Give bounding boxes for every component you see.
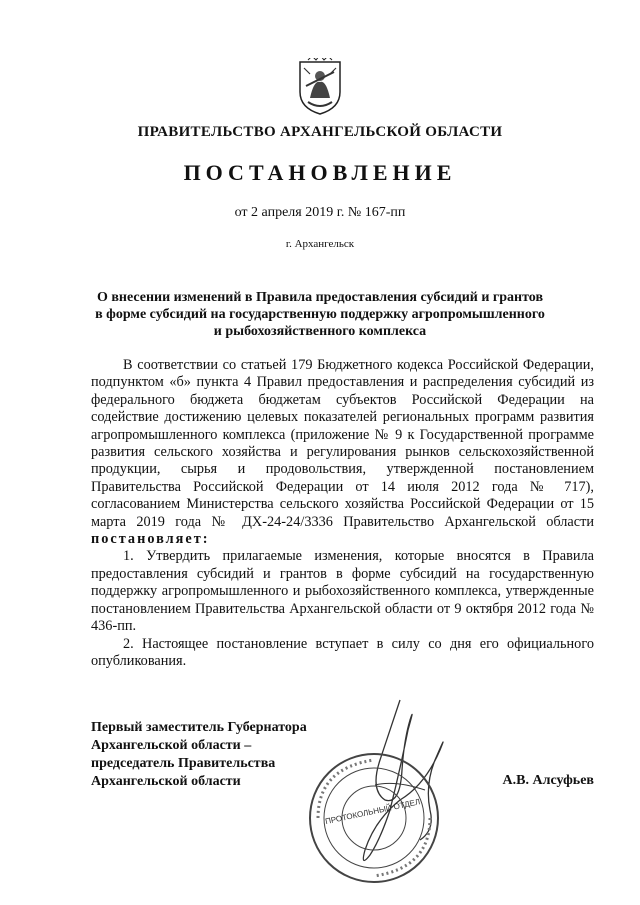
signer-position-line: Первый заместитель Губернатора	[91, 720, 307, 735]
document-city: г. Архангельск	[285, 238, 355, 250]
document-type: ПОСТАНОВЛЕНИЕ	[183, 160, 457, 185]
decree-word: постановляет:	[91, 531, 210, 548]
item-2-paragraph: 2. Настоящее постановление вступает в силу со дня его официального опубликования.	[91, 635, 594, 669]
signer-name: А.В. Алсуфьев	[502, 773, 594, 788]
preamble-text: В соответствии со статьей 179 Бюджетного кодекса Российской Федерации, подпунктом «б» пункта 4 Правил предоставления и распределения субсидий из федерального бюджета бюджетам субъектов Российской Федерации на содействие достижению целевых показателей региональных программ развития агропромышленного комплекса (приложение № 9 к Государственной программе развития сельского хозяйства и регулирования рынков сельскохозяйственной продукции, сырья и продовольствия, утвержденной постановлением Правительства Российской Федерации от 14 июля 2012 года № 717), согласованием Министерства сельского хозяйства Российской Федерации от 15 марта 2019 года № ДХ-24-24/3336 Правительство Архангельской области	[91, 357, 594, 530]
subject-line: О внесении изменений в Правила предоставления субсидий и грантов	[96, 290, 544, 305]
signer-position-line: Архангельской области	[91, 774, 241, 789]
subject-line: и рыбохозяйственного комплекса	[213, 324, 427, 339]
organization-title: ПРАВИТЕЛЬСТВО АРХАНГЕЛЬСКОЙ ОБЛАСТИ	[137, 124, 503, 140]
document-subject	[60, 289, 580, 340]
official-stamp	[304, 748, 444, 888]
signer-position	[91, 719, 307, 791]
document-date-number: от 2 апреля 2019 г. № 167-пп	[234, 205, 406, 220]
document-body	[91, 357, 594, 670]
stamp-text: ПРОТОКОЛЬНЫЙ ОТДЕЛ	[324, 797, 421, 827]
signer-position-line: председатель Правительства	[91, 756, 276, 771]
item-1-paragraph: 1. Утвердить прилагаемые изменения, которые вносятся в Правила предоставления субсидий и грантов в форме субсидий на государственную поддержку агропромышленного и рыбохозяйственного комплекса, утвержденные постановлением Правительства Архангельской области от 9 октября 2012 года № 436-пп.	[91, 548, 594, 635]
signer-position-line: Архангельской области –	[91, 738, 252, 753]
arkhangelsk-coat-of-arms-icon	[296, 58, 344, 116]
subject-line: в форме субсидий на государственную поддержку агропромышленного	[95, 307, 545, 322]
preamble-paragraph	[91, 357, 594, 548]
